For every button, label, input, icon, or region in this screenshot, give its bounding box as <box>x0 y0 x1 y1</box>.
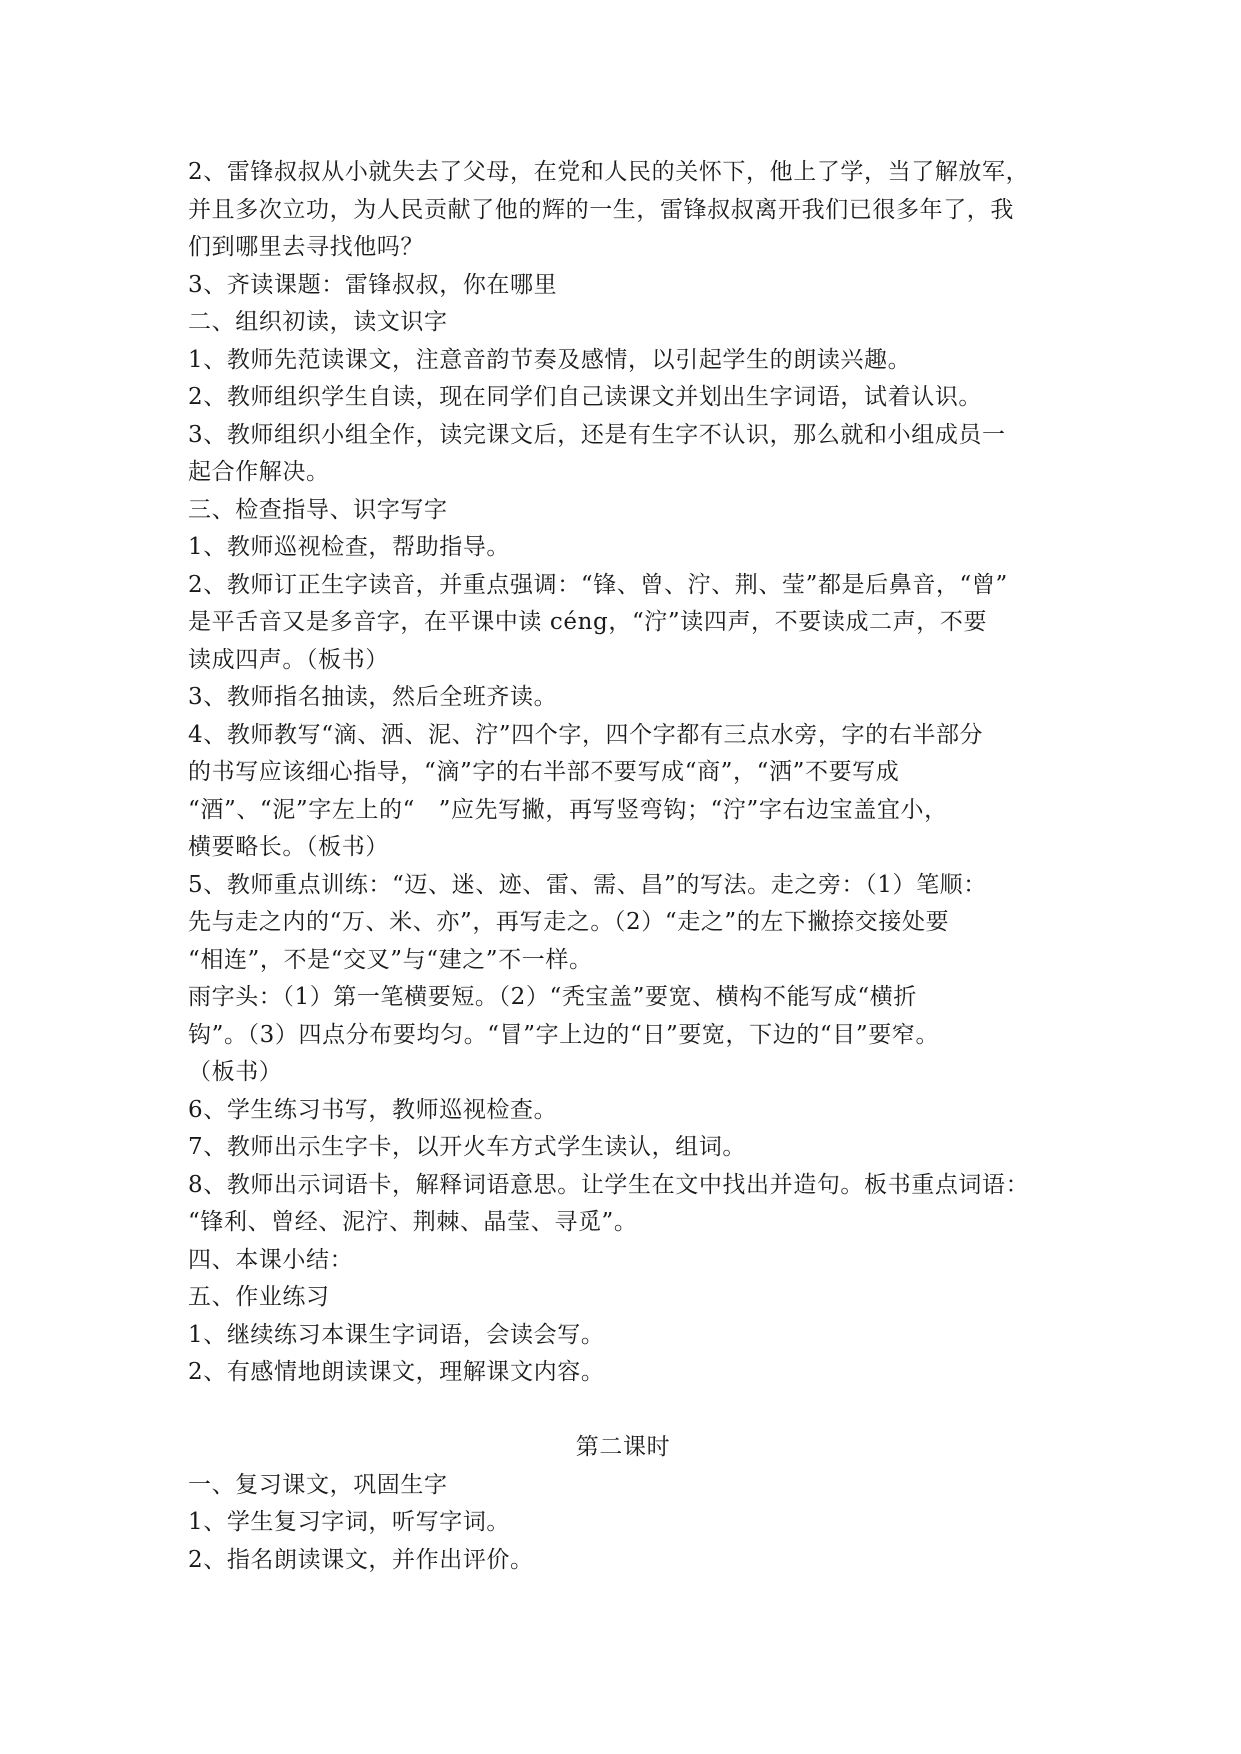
paragraph-block <box>188 154 1058 1392</box>
text-line: 1、教师巡视检查，帮助指导。 <box>188 534 511 560</box>
text-line: 1、教师先范读课文，注意音韵节奏及感情，以引起学生的朗读兴趣。 <box>188 346 912 373</box>
section-heading: 五、作业练习 <box>188 1284 330 1310</box>
text-line: 们到哪里去寻找他吗？ <box>188 234 424 260</box>
text-line: 钩”。（3）四点分布要均匀。“冒”字上边的“日”要宽，下边的“目”要窄。 <box>188 1021 940 1048</box>
section-heading: 二、组织初读，读文识字 <box>188 309 448 335</box>
text-line: 1、学生复习字词，听写字词。 <box>188 1509 511 1535</box>
text-line: 3、教师指名抽读，然后全班齐读。 <box>188 684 558 710</box>
text-line: “锋利、曾经、泥泞、荆棘、晶莹、寻觅”。 <box>188 1209 638 1235</box>
text-line: 2、雷锋叔叔从小就失去了父母，在党和人民的关怀下，他上了学，当了解放军， <box>188 159 1030 185</box>
text-line: 雨字头：（1）第一笔横要短。（2）“秃宝盖”要宽、横构不能写成“横折 <box>188 984 917 1010</box>
text-line: （板书） <box>188 1059 283 1085</box>
text-line: 2、指名朗读课文，并作出评价。 <box>188 1546 534 1573</box>
text-line: 8、教师出示词语卡，解释词语意思。让学生在文中找出并造句。板书重点词语： <box>188 1171 1030 1198</box>
text-line: 4、教师教写“滴、洒、泥、泞”四个字，四个字都有三点水旁，字的右半部分 <box>188 721 984 748</box>
text-line: “酒”、“泥”字左上的“ ”应先写撇，再写竖弯钩；“泞”字右边宝盖宜小， <box>188 796 948 823</box>
text-line: 起合作解决。 <box>188 459 330 485</box>
text-line: 5、教师重点训练：“迈、迷、迹、雷、需、昌”的写法。走之旁：（1）笔顺： <box>188 871 987 898</box>
text-line: 先与走之内的“万、米、亦”，再写走之。（2）“走之”的左下撇捺交接处要 <box>188 909 950 935</box>
document-page <box>188 154 1058 1579</box>
text-line: 3、教师组织小组全作，读完课文后，还是有生字不认识，那么就和小组成员一 <box>188 421 1006 448</box>
text-line: 6、学生练习书写，教师巡视检查。 <box>188 1096 558 1123</box>
blank-line <box>188 1392 1058 1430</box>
text-line: 2、有感情地朗读课文，理解课文内容。 <box>188 1359 605 1385</box>
section-heading: 四、本课小结： <box>188 1246 354 1273</box>
paragraph-block <box>188 1467 1058 1580</box>
lesson-title: 第二课时 <box>575 1434 671 1460</box>
text-line: 横要略长。（板书） <box>188 834 389 860</box>
section-heading: 三、检查指导、识字写字 <box>188 496 448 523</box>
text-line: 3、齐读课题：雷锋叔叔，你在哪里 <box>188 271 558 298</box>
text-line: 并且多次立功，为人民贡献了他的辉的一生，雷锋叔叔离开我们已很多年了，我 <box>188 196 1014 223</box>
text-line: “相连”，不是“交叉”与“建之”不一样。 <box>188 946 593 973</box>
text-line: 1、继续练习本课生字词语，会读会写。 <box>188 1321 605 1348</box>
section-heading: 一、复习课文，巩固生字 <box>188 1471 448 1498</box>
text-line: 的书写应该细心指导，“滴”字的右半部不要写成“商”，“洒”不要写成 <box>188 759 900 785</box>
text-line: 7、教师出示生字卡，以开火车方式学生读认，组词。 <box>188 1134 747 1160</box>
text-line: 2、教师订正生字读音，并重点强调：“锋、曾、泞、荆、莹”都是后鼻音，“曾” <box>188 571 1008 598</box>
text-line: 是平舌音又是多音字，在平课中读 céng，“泞”读四声，不要读成二声，不要 <box>188 609 988 635</box>
text-line: 2、教师组织学生自读，现在同学们自己读课文并划出生字词语，试着认识。 <box>188 384 983 410</box>
text-line: 读成四声。（板书） <box>188 646 389 673</box>
